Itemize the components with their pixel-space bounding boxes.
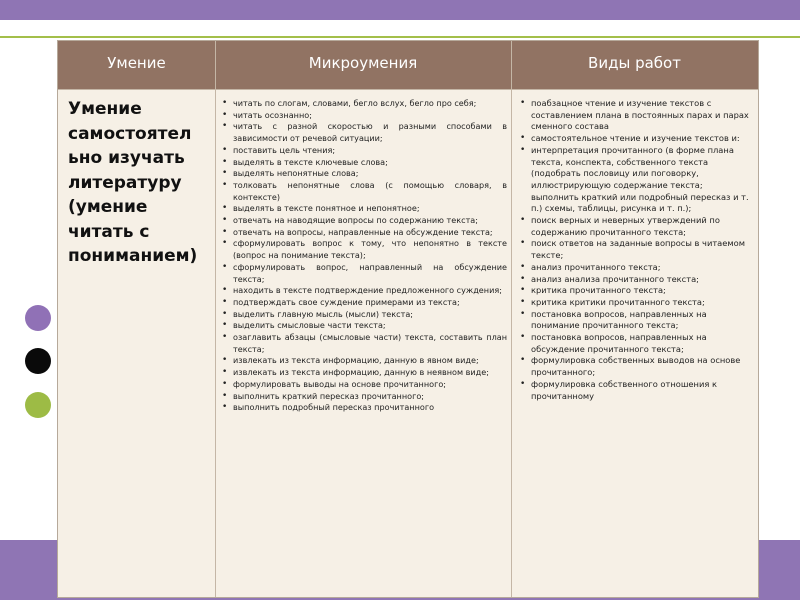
purple-circle-decoration: [25, 305, 51, 331]
micro-skill-item: • сформулировать вопрос к тому, что непонятно в тексте (вопрос на понимание текста);: [221, 238, 507, 261]
work-type-item: • формулировка собственного отношения к прочитанному: [519, 379, 753, 402]
micro-skill-item: • выделить смысловые части текста;: [221, 320, 507, 332]
skill-line: самостоятел: [68, 123, 192, 144]
work-type-item: • формулировка собственных выводов на основе прочитанного;: [519, 355, 753, 378]
work-type-item: • поиск ответов на заданные вопросы в читаемом тексте;: [519, 238, 753, 261]
work-type-item: • постановка вопросов, направленных на понимание прочитанного текста;: [519, 309, 753, 332]
skill-line: (умение: [68, 197, 148, 217]
micro-skills-list: [221, 98, 507, 414]
work-type-item: • анализ прочитанного текста;: [519, 262, 753, 274]
skills-table: [57, 40, 759, 598]
work-type-item: • анализ анализа прочитанного текста;: [519, 274, 753, 286]
skill-line: ьно изучать: [68, 148, 185, 168]
micro-skill-item: • выделять непонятные слова;: [221, 168, 507, 180]
work-type-item: • критика критики прочитанного текста;: [519, 297, 753, 309]
table-header-row: [58, 41, 758, 89]
micro-skill-item: • выполнить подробный пересказ прочитанного: [221, 402, 507, 414]
micro-skill-item: • выделять в тексте понятное и непонятное;: [221, 203, 507, 215]
green-accent-line: [0, 36, 800, 38]
skill-line: литературу: [68, 172, 182, 193]
skill-line: читать с: [68, 221, 150, 242]
micro-skill-item: • выделить главную мысль (мысли) текста;: [221, 309, 507, 321]
micro-skill-item: • отвечать на наводящие вопросы по содержанию текста;: [221, 215, 507, 227]
micro-skill-item: • читать осознанно;: [221, 110, 507, 122]
micro-skill-item: • читать с разной скоростью и разными способами в зависимости от речевой ситуации;: [221, 121, 507, 144]
header-separator: [58, 89, 758, 90]
micro-skill-item: • находить в тексте подтверждение предложенного суждения;: [221, 285, 507, 297]
micro-skill-item: • отвечать на вопросы, направленные на обсуждение текста;: [221, 227, 507, 239]
micro-skill-item: • выделять в тексте ключевые слова;: [221, 157, 507, 169]
work-type-item: • интерпретация прочитанного (в форме плана текста, конспекта, собственного текста (подобрать пословицу или поговорку, иллюстрирующую содержание текста; выполнить краткий или подробный пересказ и т. п.) схемы, таблицы, рисунка и т. п.);: [519, 145, 753, 215]
header-work-types: Виды работ: [588, 54, 681, 72]
micro-skill-item: • сформулировать вопрос, направленный на обсуждение текста;: [221, 262, 507, 285]
micro-skill-item: • извлекать из текста информацию, данную в неявном виде;: [221, 367, 507, 379]
micro-skill-item: • формулировать выводы на основе прочитанного;: [221, 379, 507, 391]
micro-skill-item: • выполнить краткий пересказ прочитанного;: [221, 391, 507, 403]
micro-skill-item: • подтверждать свое суждение примерами из текста;: [221, 297, 507, 309]
header-micro-skills: Микроумения: [308, 54, 418, 72]
micro-skill-item: • поставить цель чтения;: [221, 145, 507, 157]
black-circle-decoration: [25, 348, 51, 374]
header-skill: Умение: [107, 54, 166, 72]
green-circle-decoration: [25, 392, 51, 418]
work-type-item: • самостоятельное чтение и изучение текстов и:: [519, 133, 753, 145]
micro-skill-item: • озаглавить абзацы (смысловые части) текста, составить план текста;: [221, 332, 507, 355]
skill-line: Умение: [68, 99, 142, 119]
work-type-item: • поабзацное чтение и изучение текстов с составлением плана в постоянных парах и парах сменного состава: [519, 98, 753, 133]
work-type-item: • поиск верных и неверных утверждений по содержанию прочитанного текста;: [519, 215, 753, 238]
micro-skill-item: • извлекать из текста информацию, данную в явном виде;: [221, 355, 507, 367]
work-type-item: • постановка вопросов, направленных на обсуждение прочитанного текста;: [519, 332, 753, 355]
column-divider: [215, 41, 216, 597]
skill-line: пониманием): [68, 246, 198, 266]
work-types-list: [519, 98, 753, 402]
work-type-item: • критика прочитанного текста;: [519, 285, 753, 297]
micro-skill-item: • толковать непонятные слова (с помощью словаря, в контексте): [221, 180, 507, 203]
skill-cell: [68, 97, 213, 269]
micro-skill-item: • читать по слогам, словами, бегло вслух, бегло про себя;: [221, 98, 507, 110]
top-purple-band: [0, 0, 800, 20]
column-divider: [511, 41, 512, 597]
